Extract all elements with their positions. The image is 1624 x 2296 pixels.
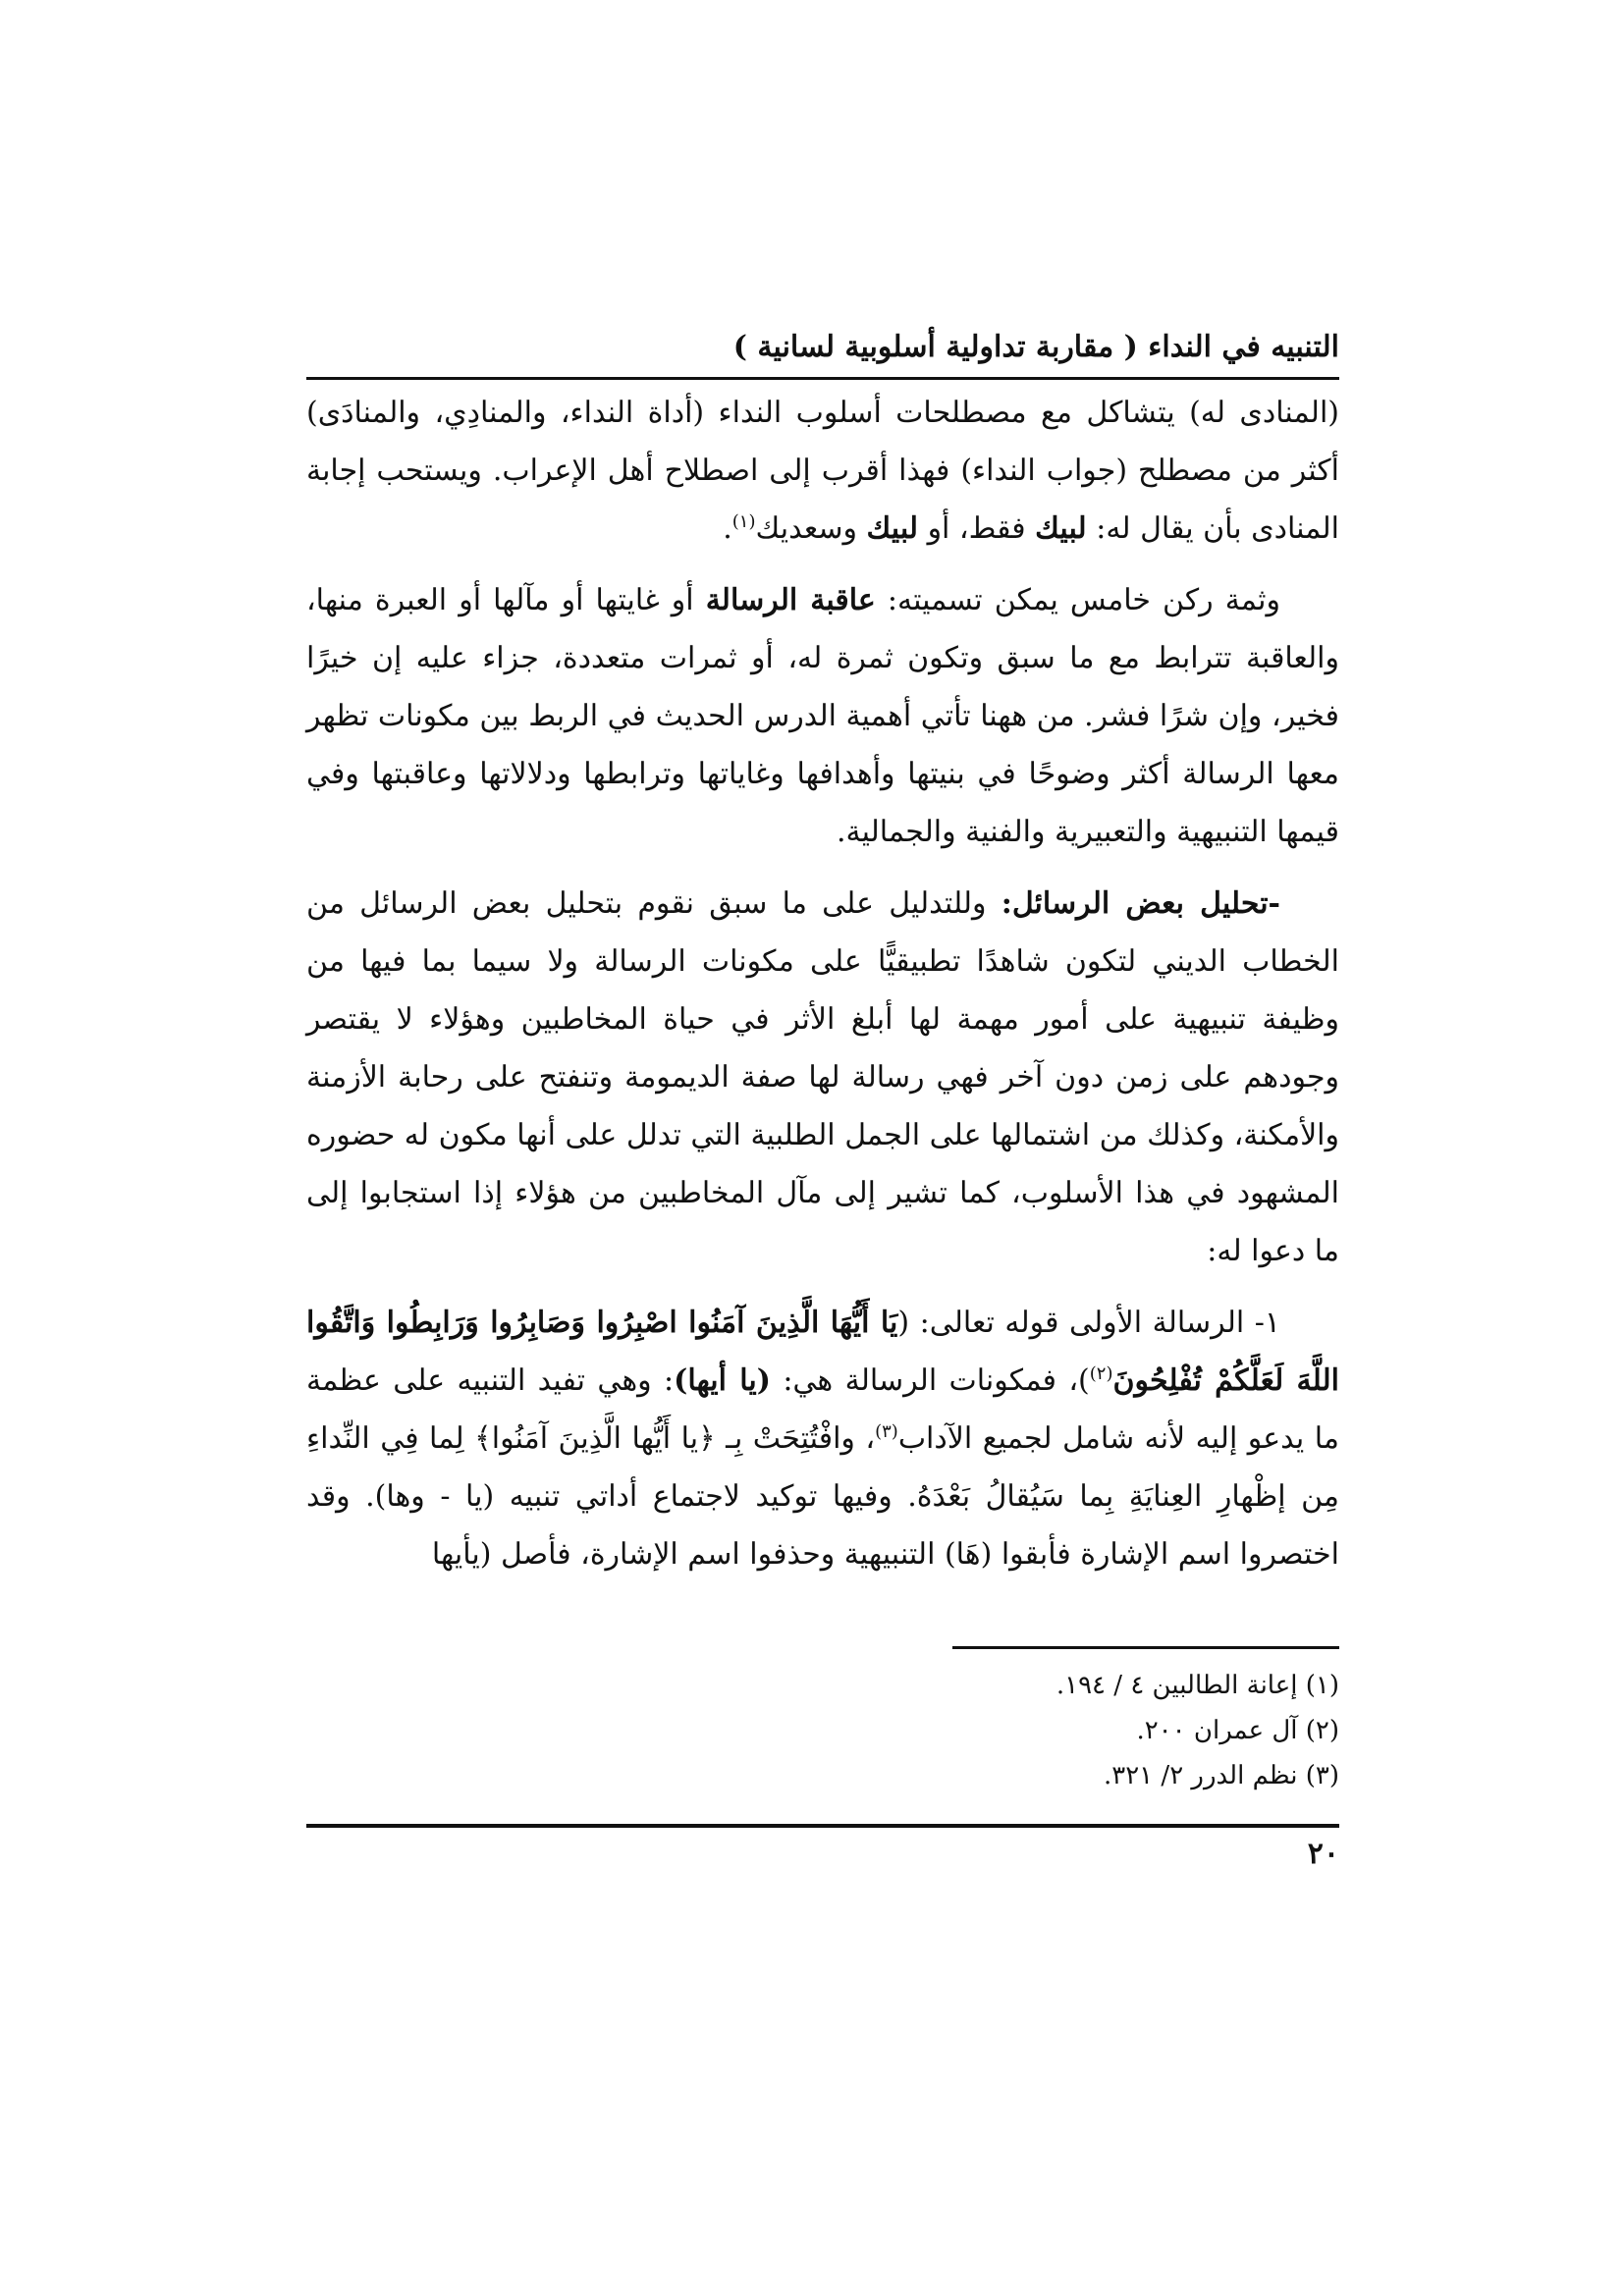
footer-rule bbox=[306, 1824, 1339, 1828]
footnote-ref-1: (١) bbox=[731, 511, 756, 532]
paragraph-3 bbox=[306, 875, 1339, 1280]
paragraph-1 bbox=[306, 384, 1339, 558]
footnote-2: (٢) آل عمران ٢٠٠. bbox=[1136, 1716, 1339, 1745]
p1-bold-labbayk: لبيك bbox=[1035, 511, 1087, 546]
p2-bold-term: عاقبة الرسالة bbox=[705, 583, 876, 617]
document-page bbox=[306, 324, 1339, 1877]
p1-bold-labbayk-2: لبيك bbox=[866, 511, 919, 546]
p1-text-e: . bbox=[723, 511, 732, 546]
p4-text-e: ، وافْتُتِحَتْ بِـ ﴿يا أَيُّها الَّذِينَ آمَنُوا﴾ لِما فِي النِّداءِ مِن إظْهارِ العِنايَةِ بِما سَيُقالُ بَعْدَهُ. وفيها توكيد لاجتماع أداتي تنبيه (يا - وها). وقد اختصروا اسم الإشارة فأبقوا (هَا) التنبيهية وحذفوا اسم الإشارة، فأصل (يأيها bbox=[306, 1421, 1339, 1572]
running-header: التنبيه في النداء ( مقاربة تداولية أسلوبية لسانية ) bbox=[732, 330, 1339, 364]
p1-text-d: وسعديك bbox=[755, 511, 867, 546]
footnote-ref-2: (٢) bbox=[1089, 1363, 1113, 1384]
p4-text-a: ١- الرسالة الأولى قوله تعالى: ( bbox=[897, 1306, 1280, 1340]
footnote-separator bbox=[952, 1646, 1339, 1649]
body-text bbox=[306, 384, 1339, 1583]
p4-text-d: : وهي تفيد التنبيه على عظمة ما يدعو إليه لأنه شامل لجميع الآداب bbox=[306, 1363, 1339, 1456]
p1-text-c: فقط، أو bbox=[918, 511, 1036, 546]
footnote-3: (٣) نظم الدرر ٢/ ٣٢١. bbox=[1103, 1761, 1339, 1790]
page-number: ٢٠ bbox=[1307, 1837, 1339, 1871]
quran-verse: يَا أَيُّهَا الَّذِينَ آمَنُوا اصْبِرُوا وَصَابِرُوا وَرَابِطُوا وَاتَّقُوا اللَّهَ لَعَلَّكُمْ تُفْلِحُونَ bbox=[306, 1306, 1339, 1398]
p4-text-c: )، فمكونات الرسالة هي: bbox=[770, 1363, 1090, 1398]
header-rule bbox=[306, 377, 1339, 380]
p4-bold-ya-ayyuha: (يا أيها) bbox=[674, 1363, 771, 1398]
paragraph-2 bbox=[306, 571, 1339, 861]
p3-heading: -تحليل بعض الرسائل: bbox=[1001, 886, 1280, 921]
p2-text-c: أو غايتها أو مآلها أو العبرة منها، والعاقبة تترابط مع ما سبق وتكون ثمرة له، أو ثمرات متعددة، جزاء عليه إن خيرًا فخير، وإن شرًا فشر. من ههنا تأتي أهمية الدرس الحديث في الربط بين مكونات تظهر معها الرسالة أكثر وضوحًا في بنيتها وأهدافها وغاياتها وترابطها ودلالاتها وعاقبتها وفي قيمها التنبيهية والتعبيرية والفنية والجمالية. bbox=[306, 583, 1339, 849]
footnote-1: (١) إعانة الطالبين ٤ / ١٩٤. bbox=[1056, 1671, 1339, 1700]
p3-text: وللتدليل على ما سبق نقوم بتحليل بعض الرسائل من الخطاب الديني لتكون شاهدًا تطبيقيًّا على مكونات الرسالة ولا سيما بما فيها من وظيفة تنبيهية على أمور مهمة لها أبلغ الأثر في حياة المخاطبين وهؤلاء لا يقتصر وجودهم على زمن دون آخر فهي رسالة لها صفة الديمومة وتنفتح على رحابة الأزمنة والأمكنة، وكذلك من اشتمالها على الجمل الطلبية التي تدلل على أنها مكون له حضوره المشهود في هذا الأسلوب، كما تشير إلى مآل المخاطبين من هؤلاء إذا استجابوا إلى ما دعوا له: bbox=[306, 886, 1339, 1268]
footnotes bbox=[306, 1663, 1339, 1798]
footnote-ref-3: (٣) bbox=[875, 1421, 898, 1442]
p1-text-a: (المنادى له) يتشاكل مع مصطلحات أسلوب النداء (أداة النداء، والمنادِي، والمنادَى) أكثر من مصطلح (جواب النداء) فهذا أقرب إلى اصطلاح أهل الإعراب. ويستحب إجابة المنادى بأن يقال له: bbox=[306, 396, 1339, 546]
p2-text-a: وثمة ركن خامس يمكن تسميته: bbox=[875, 583, 1280, 617]
paragraph-4 bbox=[306, 1294, 1339, 1583]
